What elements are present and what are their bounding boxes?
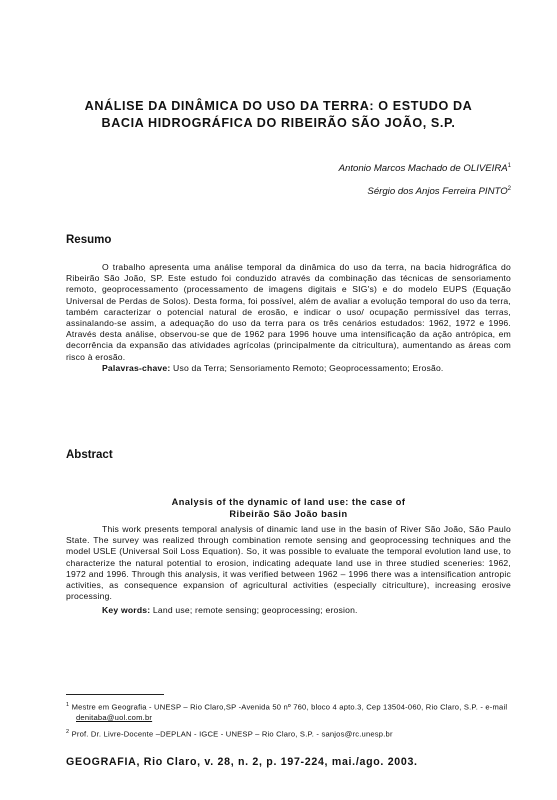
footnote-2-mark: 2	[66, 728, 70, 735]
title-line-1: ANÁLISE DA DINÂMICA DO USO DA TERRA: O ESTUDO DA	[84, 99, 473, 113]
abstract-keywords	[66, 605, 511, 616]
paper-title	[60, 98, 497, 132]
footnote-1	[66, 700, 511, 723]
resumo-heading: Resumo	[66, 234, 112, 246]
abstract-title-line-1: Analysis of the dynamic of land use: the case of	[171, 497, 406, 507]
footnote-2	[66, 727, 511, 740]
footnotes	[66, 700, 511, 744]
author-list	[339, 156, 511, 202]
footnote-2-text: Prof. Dr. Livre-Docente –DEPLAN - IGCE - UNESP – Rio Claro, S.P. - sanjos@rc.unesp.br	[71, 729, 393, 739]
abstract-heading: Abstract	[66, 449, 113, 461]
resumo-keywords-label: Palavras-chave:	[102, 362, 171, 373]
footnote-divider	[66, 694, 164, 695]
footnote-1-mark: 1	[66, 702, 70, 708]
abstract-paragraph: This work presents temporal analysis of dinamic land use in the basin of River São João, São Paulo State. The survey was realized through combination remote sensing and geoprocessing techniques and the model USLE (Universal Soil Loss Equation). So, it was possible to evaluate the temporal evolution land use, to characterize the natural potential to erosion, indicating adequate land use in three studied sceneries: 1962, 1972 and 1996. Through this analysis, it was verified between 1962 – 1996 there was a intensification antropic activities, as consequence expansion of agricultural activities (especially citriculture), increasing erosive processing.	[66, 524, 511, 602]
abstract-keywords-text: Land use; remote sensing; geoprocessing; erosion.	[152, 605, 358, 616]
journal-citation: GEOGRAFIA, Rio Claro, v. 28, n. 2, p. 197-224, mai./ago. 2003.	[66, 756, 418, 768]
resumo-body	[66, 262, 511, 374]
author-2: Sérgio dos Anjos Ferreira PINTO$^2$	[367, 186, 511, 198]
resumo-paragraph: O trabalho apresenta uma análise temporal da dinâmica do uso da terra, na bacia hidrográfica do Ribeirão São João, SP. Este estudo foi conduzido através da combinação das técnicas de sensoriamento remoto, geoprocessamento (processamento de imagens digitais e SIG's) e do modelo EUPS (Equação Universal de Perdas de Solos). Desta forma, foi possível, além de avaliar a evolução temporal do uso da terra, também caracterizar o potencial natural de erosão, e indicar o uso/ ocupação permissível das terras, assinalando-se assim, a adequação do uso da terra para os três cenários estudados: 1962, 1972 e 1996. Através desta análise, observou-se que de 1962 para 1996 houve uma intensificação da ação antrópica, em decorrência da expansão das atividades agrícolas (principalmente da citricultura), aumentando as áreas com risco à erosão.	[66, 262, 511, 362]
author-1: Antonio Marcos Machado de OLIVEIRA$^1$	[338, 163, 511, 175]
abstract-body	[66, 524, 511, 617]
title-line-2: BACIA HIDROGRÁFICA DO RIBEIRÃO SÃO JOÃO, S.P.	[101, 116, 456, 130]
footnote-1-text: Mestre em Geografia - UNESP – Rio Claro,SP -Avenida 50 nº 760, bloco 4 apto.3, Cep 13504-060, Rio Claro, S.P. - e-mail	[71, 702, 508, 712]
abstract-title-line-2: Ribeirão São João basin	[229, 508, 348, 519]
resumo-keywords-text: Uso da Terra; Sensoriamento Remoto; Geoprocessamento; Erosão.	[173, 362, 444, 373]
abstract-keywords-label: Key words:	[102, 605, 151, 616]
author-1-footnote-mark: 1	[507, 163, 511, 169]
footnote-1-email-link[interactable]: denitaba@uol.com.br	[76, 712, 153, 722]
author-2-footnote-mark: 2	[507, 186, 511, 193]
resumo-keywords	[66, 363, 511, 374]
abstract-title	[66, 497, 511, 520]
